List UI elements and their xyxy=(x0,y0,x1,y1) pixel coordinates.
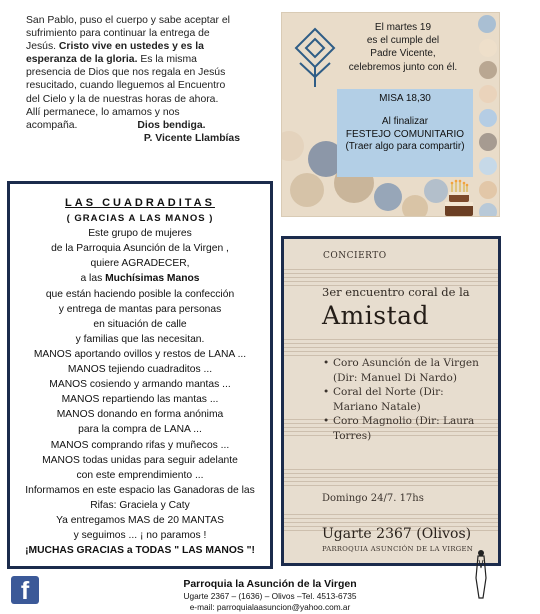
concert-content xyxy=(284,239,498,565)
cuadraditas-line: Informamos en este espacio las Ganadoras de las xyxy=(25,484,255,496)
letter-signature: P. Vicente Llambías xyxy=(143,132,240,144)
cuadraditas-line: y seguimos ... ¡ no paramos ! xyxy=(73,530,207,542)
decorative-circle xyxy=(290,173,324,207)
concert-date: Domingo 24/7. 17hs xyxy=(322,493,424,504)
mass-after: (Traer algo para compartir) xyxy=(345,141,465,153)
cuadraditas-line: Este grupo de mujeres xyxy=(88,228,192,240)
letter-line xyxy=(26,40,248,53)
letter-line: del Cielo y la de nuestras horas de ahora. xyxy=(26,93,219,105)
decorative-circle xyxy=(479,181,497,199)
cake-icon xyxy=(442,178,476,217)
choir-item: • Coro Asunción de la Virgen (Dir: Manuel Di Nardo) xyxy=(323,356,491,385)
letter-line: Allí permanece, lo amamos y nos xyxy=(26,106,180,118)
letter-text: acompaña. xyxy=(26,119,78,131)
decorative-circle xyxy=(479,133,497,151)
cuadraditas-line: MANOS comprando rifas y muñecos ... xyxy=(50,439,230,451)
decorative-circle xyxy=(479,109,497,127)
cuadraditas-thanks: ¡MUCHAS GRACIAS a TODAS " LAS MANOS "! xyxy=(25,545,255,557)
mass-text xyxy=(337,93,473,154)
letter-line: San Pablo, puso el cuerpo y sabe aceptar el xyxy=(26,15,230,26)
birthday-announcement xyxy=(281,12,500,217)
concert-poster xyxy=(281,236,501,566)
letter-blessing: Dios bendiga. xyxy=(137,119,206,131)
cuadraditas-line: quiere AGRADECER, xyxy=(90,258,190,270)
cuadraditas-line: MANOS aportando ovillos y restos de LANA ... xyxy=(33,348,247,360)
mass-after: FESTEJO COMUNITARIO xyxy=(345,128,465,140)
letter-line: resucitado, cuando lleguemos al Encuentro xyxy=(26,80,226,92)
parish-name: Parroquia la Asunción de la Virgen xyxy=(183,578,357,590)
mass-after: Al finalizar xyxy=(381,115,429,127)
cuadraditas-text-part: a las xyxy=(80,273,103,285)
decorative-circle xyxy=(479,39,497,57)
cuadraditas-line: MANOS cosiendo y armando mantas ... xyxy=(49,379,231,391)
letter-emphasis: Cristo vive en ustedes y es la xyxy=(58,41,204,53)
concert-title: Amistad xyxy=(322,301,430,330)
letter-line xyxy=(26,119,248,132)
letter-text: Jesús. xyxy=(26,41,57,53)
choir-list xyxy=(323,356,491,443)
cuadraditas-line: y familias que las necesitan. xyxy=(75,333,205,345)
birthday-line: celebremos junto con él. xyxy=(348,61,458,73)
cuadraditas-line: que están haciendo posible la confección xyxy=(45,288,235,300)
cuadraditas-subtitle: ( GRACIAS A LAS MANOS ) xyxy=(66,213,214,225)
decorative-circle xyxy=(479,85,497,103)
decorative-circle xyxy=(478,15,496,33)
virgin-statue-icon xyxy=(474,548,488,600)
letter-line xyxy=(26,53,248,66)
birthday-text xyxy=(328,21,478,74)
cuadraditas-line: Ya entregamos MAS de 20 MANTAS xyxy=(56,514,224,526)
cuadraditas-title: LAS CUADRADITAS xyxy=(65,197,215,209)
birthday-line: Padre Vicente, xyxy=(370,48,436,60)
cuadraditas-box xyxy=(7,181,273,569)
decorative-circle xyxy=(402,195,428,217)
cuadraditas-line: de la Parroquia Asunción de la Virgen , xyxy=(51,243,229,255)
parish-email[interactable]: e-mail: parroquialaasuncion@yahoo.com.ar xyxy=(189,602,351,612)
choir-item: • Coro Magnolio (Dir: Laura Torres) xyxy=(323,414,491,443)
concert-subtitle: 3er encuentro coral de la xyxy=(322,285,470,299)
cuadraditas-line: con este emprendimiento ... xyxy=(76,469,204,481)
cuadraditas-line: Rifas: Graciela y Caty xyxy=(90,499,190,511)
birthday-line: es el cumple del xyxy=(366,35,440,47)
letter-line: presencia de Dios que nos regala en Jesús xyxy=(26,67,226,79)
cuadraditas-line: MANOS donando en forma anónima xyxy=(56,409,224,421)
decorative-circle xyxy=(479,157,497,175)
footer-info xyxy=(150,578,390,613)
concert-parish: PARROQUIA ASUNCIÓN DE LA VIRGEN xyxy=(322,545,474,553)
cuadraditas-line: MANOS todas unidas para seguir adelante xyxy=(42,454,238,466)
cuadraditas-line: MANOS tejiendo cuadraditos ... xyxy=(67,364,213,376)
cuadraditas-line xyxy=(10,271,270,286)
concert-label: CONCIERTO xyxy=(323,251,387,261)
cuadraditas-highlight: Muchísimas Manos xyxy=(105,273,200,285)
cuadraditas-line: MANOS repartiendo las mantas ... xyxy=(61,394,219,406)
cuadraditas-text xyxy=(10,196,270,558)
decorative-circle xyxy=(479,203,497,217)
letter-line: sufrimiento para continuar la entrega de xyxy=(26,28,210,40)
parish-address: Ugarte 2367 – (1636) – Olivos –Tel. 4513-6735 xyxy=(183,591,357,601)
pastor-letter xyxy=(26,14,248,145)
decorative-circle xyxy=(281,131,304,161)
letter-text: Es la misma xyxy=(140,54,197,66)
cuadraditas-line: para la compra de LANA ... xyxy=(78,424,202,436)
concert-address: Ugarte 2367 (Olivos) xyxy=(322,526,472,542)
letter-emphasis: esperanza de la gloria. xyxy=(26,54,138,66)
cuadraditas-line: y entrega de mantas para personas xyxy=(58,303,222,315)
decorative-circle xyxy=(479,61,497,79)
birthday-line: El martes 19 xyxy=(374,22,432,33)
cuadraditas-line: en situación de calle xyxy=(93,318,187,330)
mass-time: MISA 18,30 xyxy=(379,93,431,104)
decorative-circle xyxy=(374,183,402,211)
choir-item: • Coral del Norte (Dir: Mariano Natale) xyxy=(323,385,491,414)
facebook-icon[interactable]: f xyxy=(11,576,39,604)
